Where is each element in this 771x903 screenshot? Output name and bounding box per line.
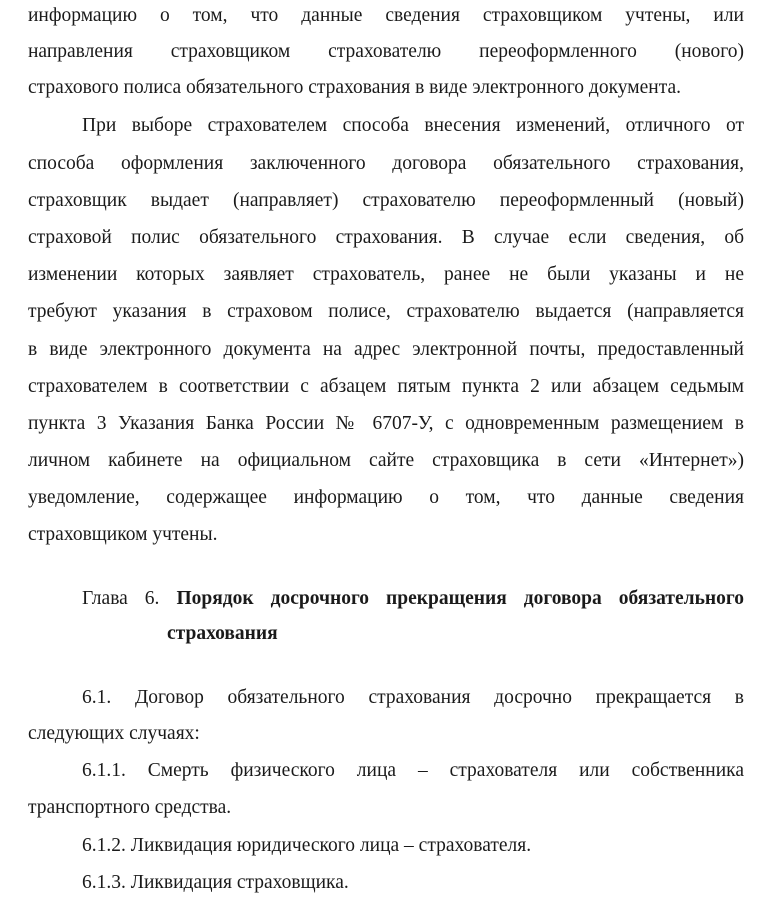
paragraph-2-line-12: страховщиком учтены. xyxy=(28,524,218,545)
chapter-title-line-2: страхования xyxy=(167,623,278,644)
section-6-1-3: 6.1.3. Ликвидация страховщика. xyxy=(82,872,349,893)
paragraph-2-line-6: требуют указания в страховом полисе, страхователю выдается (направляется xyxy=(28,301,744,322)
chapter-prefix: Глава 6. xyxy=(82,588,160,609)
paragraph-2-line-3: страховщик выдает (направляет) страхователю переоформленный (новый) xyxy=(28,190,744,211)
paragraph-2-line-4: страховой полис обязательного страхования. В случае если сведения, об xyxy=(28,227,744,248)
paragraph-1-line-1: информацию о том, что данные сведения страховщиком учтены, или xyxy=(28,5,744,26)
paragraph-2-line-5: изменении которых заявляет страхователь, ранее не были указаны и не xyxy=(28,264,744,285)
chapter-title-line-2-row xyxy=(167,622,278,646)
paragraph-2-line-9: пункта 3 Указания Банка России № 6707-У, с одновременным размещением в xyxy=(28,413,744,434)
paragraph-2-line-1: При выборе страхователем способа внесения изменений, отличного от xyxy=(82,115,744,136)
section-6-1-1-line-2: транспортного средства. xyxy=(28,797,232,818)
chapter-heading xyxy=(82,587,744,611)
paragraph-2-line-11: уведомление, содержащее информацию о том, что данные сведения xyxy=(28,487,744,508)
paragraph-1-line-3: страхового полиса обязательного страхования в виде электронного документа. xyxy=(28,77,681,98)
section-6-1-line-1: 6.1. Договор обязательного страхования досрочно прекращается в xyxy=(82,687,744,708)
section-6-1-line-2: следующих случаях: xyxy=(28,723,200,744)
paragraph-2-line-2: способа оформления заключенного договора обязательного страхования, xyxy=(28,153,744,174)
section-6-1-1-line-1: 6.1.1. Смерть физического лица – страхователя или собственника xyxy=(82,760,744,781)
paragraph-2-line-10: личном кабинете на официальном сайте страховщика в сети «Интернет») xyxy=(28,450,744,471)
section-6-1-2: 6.1.2. Ликвидация юридического лица – страхователя. xyxy=(82,835,532,856)
chapter-title-line-1: Порядок досрочного прекращения договора обязательного xyxy=(176,588,744,609)
paragraph-2-line-7: в виде электронного документа на адрес электронной почты, предоставленный xyxy=(28,339,744,360)
paragraph-2-line-8: страхователем в соответствии с абзацем пятым пункта 2 или абзацем седьмым xyxy=(28,376,744,397)
paragraph-1-line-2: направления страховщиком страхователю переоформленного (нового) xyxy=(28,41,744,62)
